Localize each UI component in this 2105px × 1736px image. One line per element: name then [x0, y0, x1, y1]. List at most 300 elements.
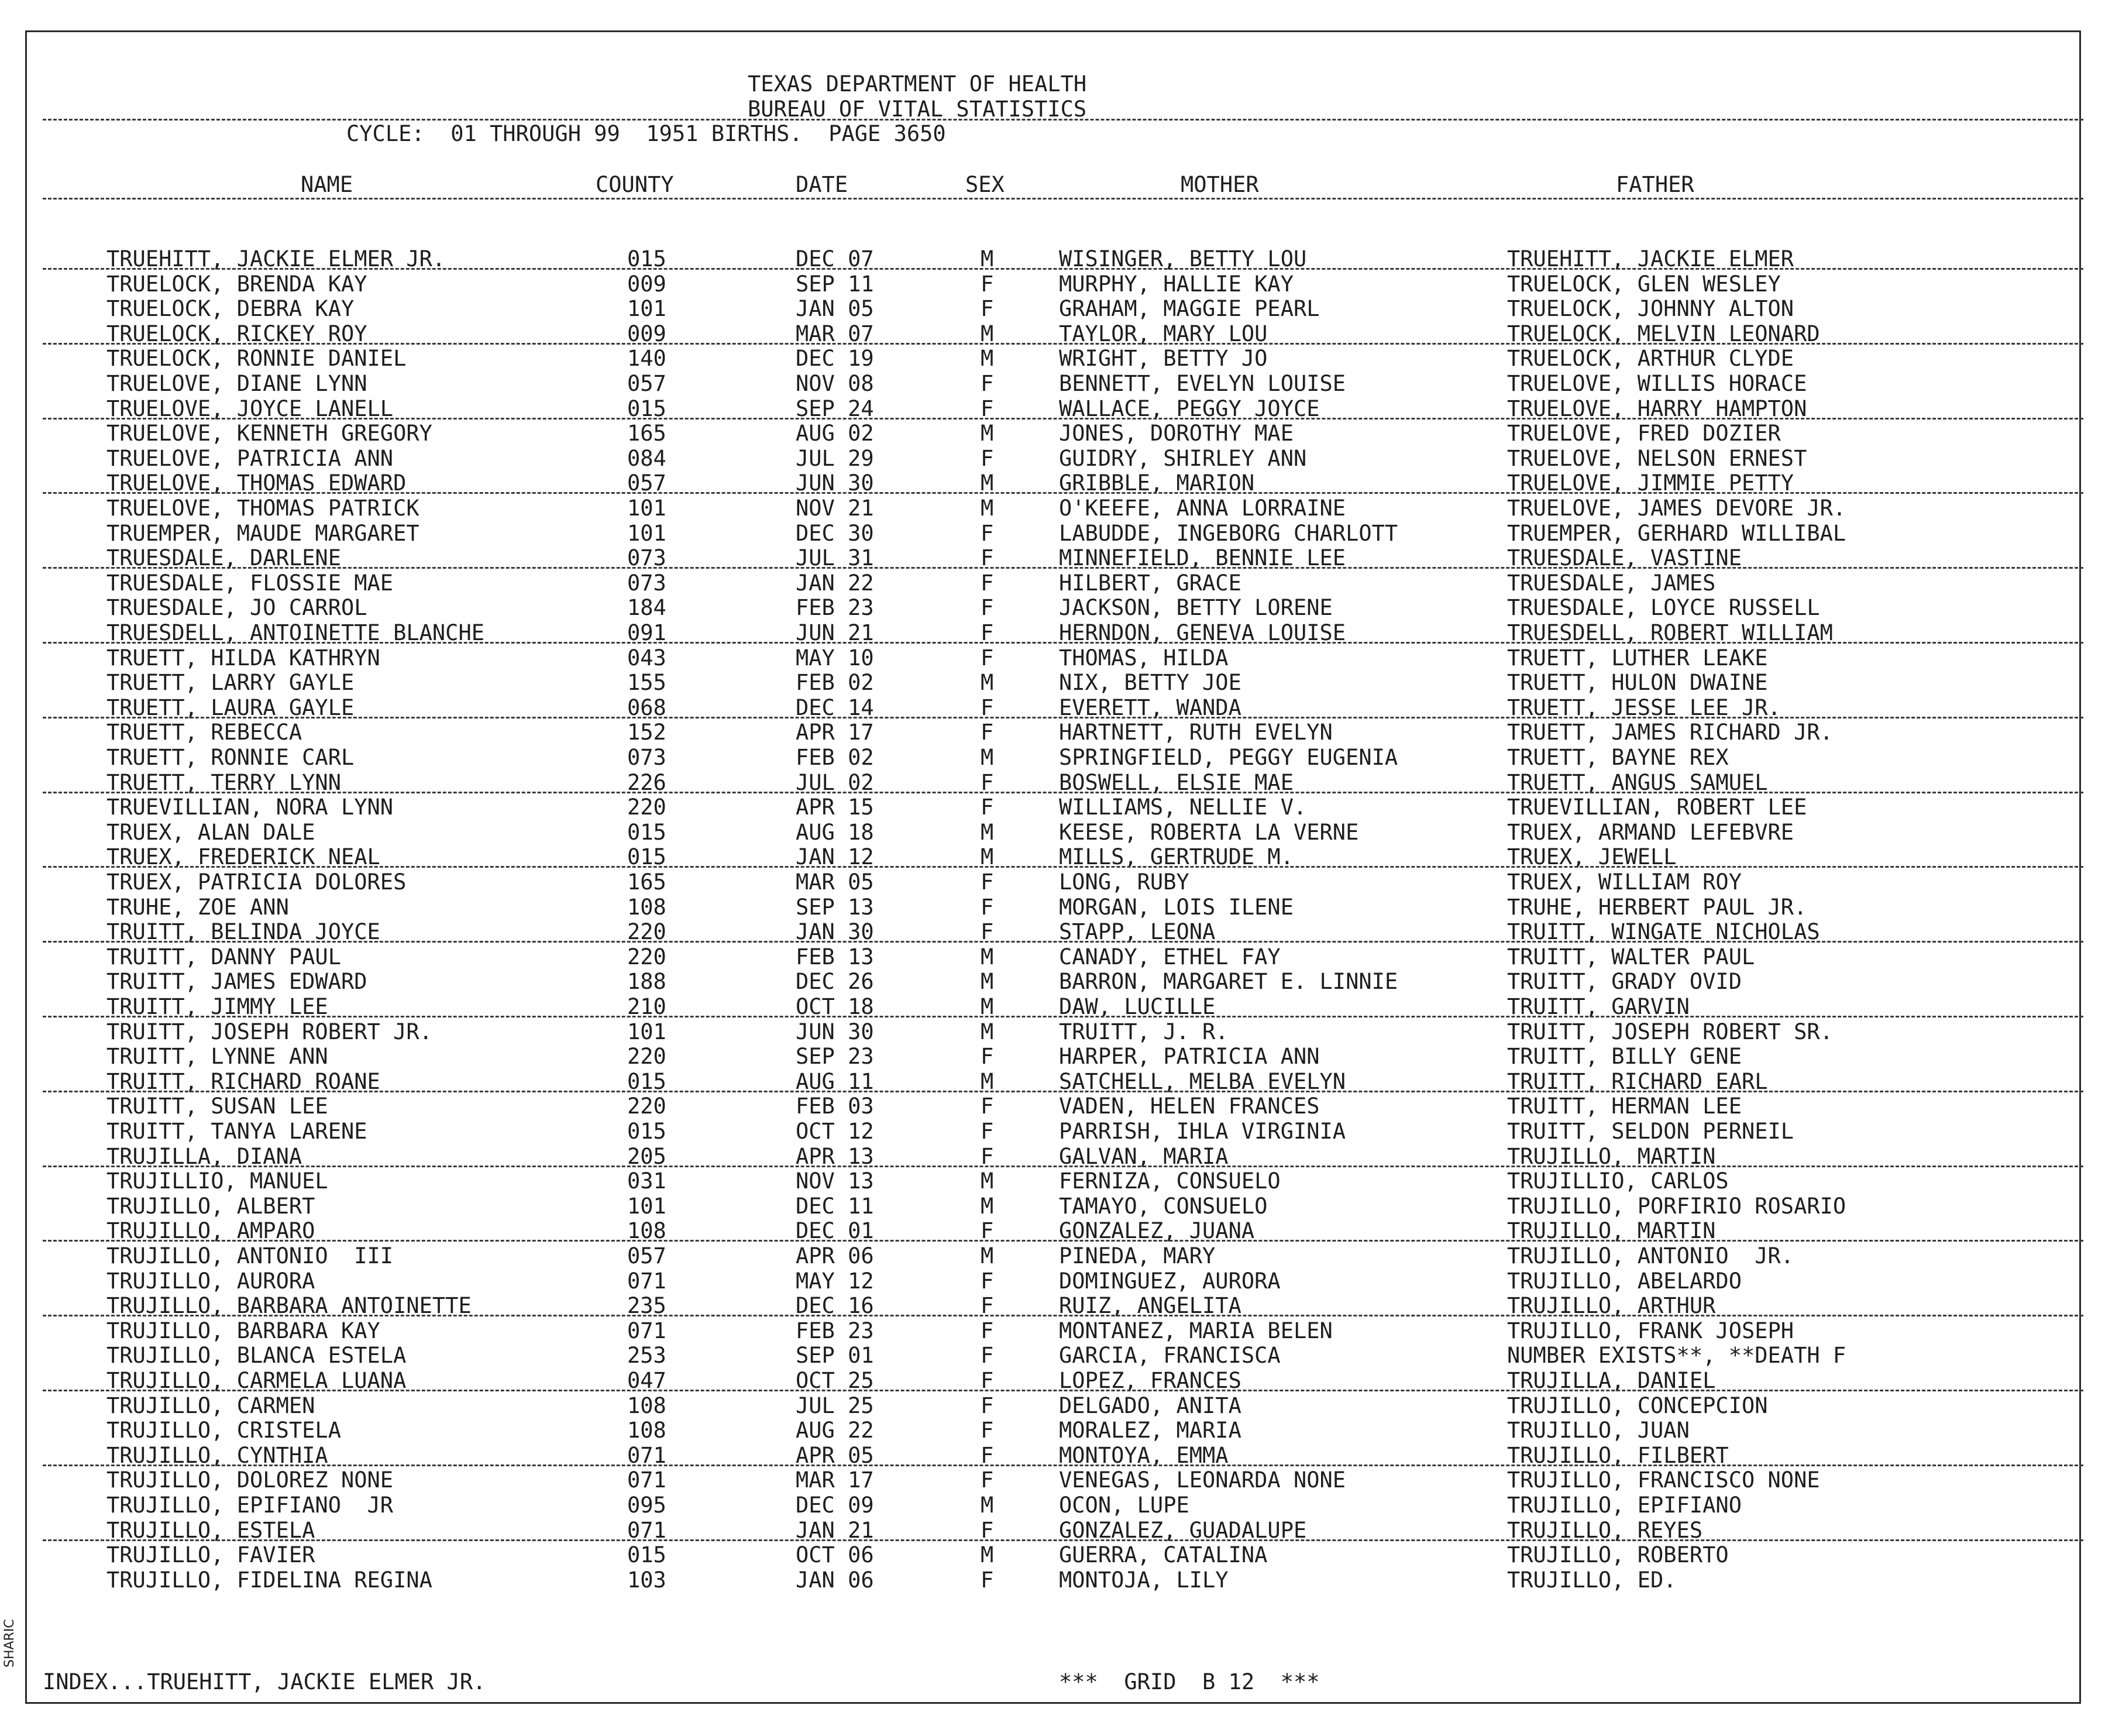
record-date: FEB 03	[796, 1094, 874, 1119]
record-name: TRUJILLO, ALBERT	[106, 1193, 315, 1219]
record-sex: F	[981, 1119, 994, 1144]
record-sex: F	[981, 570, 994, 596]
record-sex: M	[981, 944, 994, 970]
record-father: TRUESDALE, JAMES	[1507, 570, 1716, 596]
footer-grid: *** GRID B 12 ***	[1059, 1669, 1320, 1694]
record-name: TRUJILLO, BARBARA ANTOINETTE	[106, 1293, 472, 1319]
record-mother: THOMAS, HILDA	[1059, 645, 1229, 671]
record-mother: MORALEZ, MARIA	[1059, 1418, 1241, 1443]
record-row	[0, 1169, 2105, 1194]
row-rule	[43, 1166, 2083, 1167]
record-mother: NIX, BETTY JOE	[1059, 670, 1241, 696]
record-date: SEP 01	[796, 1343, 874, 1369]
row-rule	[43, 1315, 2083, 1316]
record-date: OCT 12	[796, 1119, 874, 1144]
record-name: TRUETT, REBECCA	[106, 720, 302, 745]
record-sex: F	[981, 1442, 994, 1468]
record-father: TRUESDALE, VASTINE	[1507, 545, 1742, 571]
record-date: JAN 22	[796, 570, 874, 596]
record-row	[0, 745, 2105, 770]
record-row	[0, 1020, 2105, 1044]
record-sex: M	[981, 819, 994, 845]
record-date: OCT 06	[796, 1542, 874, 1568]
record-father: TRUESDELL, ROBERT WILLIAM	[1507, 620, 1833, 645]
row-rule	[43, 1016, 2083, 1017]
record-date: JUN 30	[796, 1019, 874, 1044]
record-row	[0, 696, 2105, 720]
record-name: TRUJILLO, AURORA	[106, 1268, 315, 1294]
record-date: APR 05	[796, 1442, 874, 1468]
record-name: TRUETT, LARRY GAYLE	[106, 670, 355, 696]
record-row	[0, 1418, 2105, 1443]
record-county: 073	[627, 570, 666, 596]
record-row	[0, 1294, 2105, 1318]
record-county: 165	[627, 421, 666, 446]
record-mother: LONG, RUBY	[1059, 869, 1189, 895]
record-father: TRUELOCK, GLEN WESLEY	[1507, 271, 1781, 297]
row-rule	[43, 1465, 2083, 1466]
record-row	[0, 372, 2105, 396]
record-row	[0, 1269, 2105, 1294]
record-sex: F	[981, 1218, 994, 1244]
record-row	[0, 1244, 2105, 1269]
record-name: TRUITT, SUSAN LEE	[106, 1094, 328, 1119]
record-county: 031	[627, 1168, 666, 1194]
record-father: TRUJILLO, MARTIN	[1507, 1143, 1716, 1169]
row-rule	[43, 567, 2083, 569]
record-county: 184	[627, 595, 666, 621]
record-row	[0, 596, 2105, 620]
record-mother: GONZALEZ, GUADALUPE	[1059, 1517, 1307, 1543]
record-county: 155	[627, 670, 666, 696]
record-row	[0, 446, 2105, 471]
record-name: TRUJILLO, AMPARO	[106, 1218, 315, 1244]
record-county: 015	[627, 819, 666, 845]
column-date-header: DATE	[796, 172, 848, 197]
record-name: TRUELOVE, PATRICIA ANN	[106, 445, 394, 471]
column-father-header: FATHER	[1616, 172, 1694, 197]
record-county: 057	[627, 470, 666, 496]
record-county: 071	[627, 1442, 666, 1468]
record-date: JUN 30	[796, 470, 874, 496]
record-county: 235	[627, 1293, 666, 1319]
record-name: TRUITT, DANNY PAUL	[106, 944, 341, 970]
record-mother: CANADY, ETHEL FAY	[1059, 944, 1281, 970]
record-father: TRUITT, GARVIN	[1507, 994, 1690, 1019]
row-rule	[43, 268, 2083, 270]
record-mother: TRUITT, J. R.	[1059, 1019, 1229, 1044]
record-name: TRUELOCK, DEBRA KAY	[106, 296, 355, 322]
record-county: 043	[627, 645, 666, 671]
record-father: TRUEX, ARMAND LEFEBVRE	[1507, 819, 1794, 845]
record-county: 210	[627, 994, 666, 1019]
record-county: 015	[627, 1068, 666, 1094]
record-date: APR 17	[796, 720, 874, 745]
record-date: DEC 30	[796, 520, 874, 546]
record-name: TRUELOVE, JOYCE LANELL	[106, 396, 394, 421]
record-sex: F	[981, 1268, 994, 1294]
record-county: 220	[627, 1094, 666, 1119]
record-mother: RUIZ, ANGELITA	[1059, 1293, 1241, 1319]
record-father: TRUITT, SELDON PERNEIL	[1507, 1119, 1794, 1144]
record-name: TRUITT, LYNNE ANN	[106, 1044, 328, 1070]
record-sex: M	[981, 745, 994, 770]
record-county: 071	[627, 1268, 666, 1294]
record-row	[0, 1194, 2105, 1219]
record-date: DEC 11	[796, 1193, 874, 1219]
record-sex: F	[981, 1143, 994, 1169]
record-date: APR 13	[796, 1143, 874, 1169]
record-date: DEC 07	[796, 246, 874, 271]
record-father: TRUELOVE, JAMES DEVORE JR.	[1507, 496, 1846, 521]
record-county: 108	[627, 1418, 666, 1443]
record-county: 015	[627, 1542, 666, 1568]
record-mother: DELGADO, ANITA	[1059, 1393, 1241, 1418]
record-date: SEP 13	[796, 894, 874, 920]
record-date: DEC 19	[796, 346, 874, 372]
record-date: JAN 30	[796, 919, 874, 945]
record-sex: F	[981, 795, 994, 820]
record-row	[0, 471, 2105, 496]
record-date: JUN 21	[796, 620, 874, 645]
record-name: TRUESDALE, FLOSSIE MAE	[106, 570, 394, 596]
record-mother: PARRISH, IHLA VIRGINIA	[1059, 1119, 1346, 1144]
record-county: 253	[627, 1343, 666, 1369]
record-row	[0, 720, 2105, 745]
record-row	[0, 546, 2105, 570]
record-father: TRUJILLA, DANIEL	[1507, 1368, 1716, 1393]
record-name: TRUITT, BELINDA JOYCE	[106, 919, 380, 945]
record-name: TRUEHITT, JACKIE ELMER JR.	[106, 246, 446, 271]
record-mother: GRAHAM, MAGGIE PEARL	[1059, 296, 1320, 322]
record-date: JUL 29	[796, 445, 874, 471]
record-sex: F	[981, 271, 994, 297]
record-name: TRUJILLO, FAVIER	[106, 1542, 315, 1568]
record-mother: EVERETT, WANDA	[1059, 695, 1241, 720]
record-sex: M	[981, 1193, 994, 1219]
record-sex: F	[981, 1318, 994, 1343]
record-father: TRUITT, BILLY GENE	[1507, 1044, 1742, 1070]
record-name: TRUETT, LAURA GAYLE	[106, 695, 355, 720]
record-sex: F	[981, 595, 994, 621]
record-name: TRUJILLO, ANTONIO III	[106, 1243, 394, 1269]
record-county: 220	[627, 919, 666, 945]
record-father: TRUEVILLIAN, ROBERT LEE	[1507, 795, 1807, 820]
record-name: TRUEX, FREDERICK NEAL	[106, 844, 380, 870]
record-mother: MINNEFIELD, BENNIE LEE	[1059, 545, 1346, 571]
record-mother: JACKSON, BETTY LORENE	[1059, 595, 1333, 621]
record-county: 095	[627, 1493, 666, 1518]
record-row	[0, 247, 2105, 271]
row-rule	[43, 642, 2083, 644]
record-date: SEP 11	[796, 271, 874, 297]
record-sex: M	[981, 1168, 994, 1194]
record-row	[0, 771, 2105, 795]
record-sex: M	[981, 1019, 994, 1044]
record-name: TRUESDALE, JO CARROL	[106, 595, 367, 621]
record-father: TRUELOVE, JIMMIE PETTY	[1507, 470, 1794, 496]
record-row	[0, 920, 2105, 944]
column-mother-header: MOTHER	[1181, 172, 1259, 197]
record-county: 009	[627, 271, 666, 297]
record-name: TRUITT, JIMMY LEE	[106, 994, 328, 1019]
record-row	[0, 1094, 2105, 1119]
record-sex: F	[981, 1418, 994, 1443]
record-mother: GRIBBLE, MARION	[1059, 470, 1255, 496]
record-name: TRUJILLO, DOLOREZ NONE	[106, 1467, 394, 1493]
record-row	[0, 346, 2105, 371]
record-sex: F	[981, 769, 994, 795]
record-row	[0, 1343, 2105, 1368]
record-date: SEP 24	[796, 396, 874, 421]
record-father: TRUETT, JAMES RICHARD JR.	[1507, 720, 1833, 745]
record-date: FEB 23	[796, 1318, 874, 1343]
record-name: TRUELOVE, KENNETH GREGORY	[106, 421, 432, 446]
record-row	[0, 272, 2105, 297]
record-row	[0, 1568, 2105, 1593]
record-name: TRUITT, JOSEPH ROBERT JR.	[106, 1019, 432, 1044]
record-name: TRUHE, ZOE ANN	[106, 894, 289, 920]
record-father: TRUELOCK, ARTHUR CLYDE	[1507, 346, 1794, 372]
header-bureau: BUREAU OF VITAL STATISTICS	[748, 97, 1087, 122]
record-mother: MORGAN, LOIS ILENE	[1059, 894, 1294, 920]
record-date: JAN 12	[796, 844, 874, 870]
record-name: TRUITT, JAMES EDWARD	[106, 969, 367, 995]
record-date: JUL 25	[796, 1393, 874, 1418]
record-father: TRUHE, HERBERT PAUL JR.	[1507, 894, 1807, 920]
record-sex: M	[981, 969, 994, 995]
record-date: DEC 26	[796, 969, 874, 995]
record-name: TRUELOVE, THOMAS EDWARD	[106, 470, 407, 496]
record-mother: O'KEEFE, ANNA LORRAINE	[1059, 496, 1346, 521]
row-rule	[43, 1240, 2083, 1242]
record-date: JAN 06	[796, 1567, 874, 1593]
record-sex: M	[981, 844, 994, 870]
record-name: TRUESDALE, DARLENE	[106, 545, 341, 571]
record-row	[0, 1144, 2105, 1169]
record-name: TRUJILLO, FIDELINA REGINA	[106, 1567, 432, 1593]
record-sex: F	[981, 520, 994, 546]
record-father: TRUJILLO, ANTONIO JR.	[1507, 1243, 1794, 1269]
record-mother: MILLS, GERTRUDE M.	[1059, 844, 1294, 870]
record-sex: F	[981, 1467, 994, 1493]
record-county: 015	[627, 246, 666, 271]
record-row	[0, 1468, 2105, 1493]
record-row	[0, 945, 2105, 970]
record-row	[0, 1518, 2105, 1543]
record-row	[0, 1070, 2105, 1094]
record-sex: F	[981, 869, 994, 895]
row-rule	[43, 866, 2083, 868]
record-mother: HARPER, PATRICIA ANN	[1059, 1044, 1320, 1070]
column-sex-header: SEX	[965, 172, 1005, 197]
record-mother: MURPHY, HALLIE KAY	[1059, 271, 1294, 297]
record-county: 091	[627, 620, 666, 645]
record-father: TRUEHITT, JACKIE ELMER	[1507, 246, 1794, 271]
record-row	[0, 322, 2105, 346]
record-county: 101	[627, 496, 666, 521]
record-father: TRUITT, JOSEPH ROBERT SR.	[1507, 1019, 1833, 1044]
record-father: TRUITT, GRADY OVID	[1507, 969, 1742, 995]
record-county: 009	[627, 321, 666, 346]
record-father: TRUITT, HERMAN LEE	[1507, 1094, 1742, 1119]
record-county: 084	[627, 445, 666, 471]
record-date: OCT 18	[796, 994, 874, 1019]
record-county: 188	[627, 969, 666, 995]
record-father: TRUELOVE, WILLIS HORACE	[1507, 371, 1807, 396]
record-name: TRUELOCK, RICKEY ROY	[106, 321, 367, 346]
record-county: 101	[627, 1019, 666, 1044]
record-county: 101	[627, 1193, 666, 1219]
header-cycle: CYCLE: 01 THROUGH 99 1951 BIRTHS. PAGE 3650	[346, 121, 946, 146]
record-father: TRUEX, WILLIAM ROY	[1507, 869, 1742, 895]
record-date: AUG 18	[796, 819, 874, 845]
record-sex: M	[981, 1068, 994, 1094]
record-name: TRUETT, TERRY LYNN	[106, 769, 341, 795]
record-sex: M	[981, 421, 994, 446]
record-county: 047	[627, 1368, 666, 1393]
record-county: 108	[627, 1393, 666, 1418]
record-mother: SPRINGFIELD, PEGGY EUGENIA	[1059, 745, 1398, 770]
record-date: FEB 02	[796, 670, 874, 696]
record-row	[0, 795, 2105, 820]
record-mother: PINEDA, MARY	[1059, 1243, 1216, 1269]
record-sex: M	[981, 470, 994, 496]
record-row	[0, 1119, 2105, 1144]
record-date: APR 15	[796, 795, 874, 820]
record-row	[0, 1493, 2105, 1518]
record-row	[0, 820, 2105, 845]
record-mother: LABUDDE, INGEBORG CHARLOTT	[1059, 520, 1398, 546]
record-sex: F	[981, 1393, 994, 1418]
record-date: DEC 16	[796, 1293, 874, 1319]
record-name: TRUELOVE, DIANE LYNN	[106, 371, 367, 396]
record-father: TRUEMPER, GERHARD WILLIBAL	[1507, 520, 1846, 546]
record-mother: GUIDRY, SHIRLEY ANN	[1059, 445, 1307, 471]
record-father: TRUJILLO, FRANK JOSEPH	[1507, 1318, 1794, 1343]
row-rule	[43, 792, 2083, 793]
record-name: TRUJILLIO, MANUEL	[106, 1168, 328, 1194]
record-county: 165	[627, 869, 666, 895]
record-date: JAN 21	[796, 1517, 874, 1543]
record-county: 220	[627, 1044, 666, 1070]
record-mother: FERNIZA, CONSUELO	[1059, 1168, 1281, 1194]
record-sex: F	[981, 1343, 994, 1369]
record-date: NOV 08	[796, 371, 874, 396]
record-name: TRUELOCK, BRENDA KAY	[106, 271, 367, 297]
record-row	[0, 671, 2105, 695]
record-father: TRUITT, WALTER PAUL	[1507, 944, 1755, 970]
record-name: TRUJILLO, CYNTHIA	[106, 1442, 328, 1468]
record-date: FEB 02	[796, 745, 874, 770]
record-name: TRUJILLO, BARBARA KAY	[106, 1318, 380, 1343]
record-county: 103	[627, 1567, 666, 1593]
record-row	[0, 1369, 2105, 1393]
record-county: 071	[627, 1517, 666, 1543]
row-rule	[43, 492, 2083, 494]
record-father: TRUJILLO, ARTHUR	[1507, 1293, 1716, 1319]
row-rule	[43, 418, 2083, 420]
record-father: TRUJILLO, ED.	[1507, 1567, 1677, 1593]
record-sex: F	[981, 396, 994, 421]
record-father: TRUJILLO, MARTIN	[1507, 1218, 1716, 1244]
record-county: 068	[627, 695, 666, 720]
row-rule	[43, 1539, 2083, 1541]
record-date: NOV 13	[796, 1168, 874, 1194]
record-name: TRUJILLO, ESTELA	[106, 1517, 315, 1543]
record-mother: LOPEZ, FRANCES	[1059, 1368, 1241, 1393]
record-county: 073	[627, 745, 666, 770]
record-mother: WRIGHT, BETTY JO	[1059, 346, 1268, 372]
record-mother: DOMINGUEZ, AURORA	[1059, 1268, 1281, 1294]
record-county: 015	[627, 844, 666, 870]
record-mother: MONTANEZ, MARIA BELEN	[1059, 1318, 1333, 1343]
record-father: TRUELOVE, HARRY HAMPTON	[1507, 396, 1807, 421]
record-row	[0, 646, 2105, 671]
record-name: TRUJILLO, CRISTELA	[106, 1418, 341, 1443]
record-mother: KEESE, ROBERTA LA VERNE	[1059, 819, 1359, 845]
record-mother: WALLACE, PEGGY JOYCE	[1059, 396, 1320, 421]
record-sex: M	[981, 346, 994, 372]
record-name: TRUETT, HILDA KATHRYN	[106, 645, 380, 671]
record-father: TRUJILLO, REYES	[1507, 1517, 1703, 1543]
record-father: TRUETT, ANGUS SAMUEL	[1507, 769, 1768, 795]
side-label: SHARIC	[2, 1619, 17, 1668]
record-name: TRUELOCK, RONNIE DANIEL	[106, 346, 407, 372]
record-mother: GALVAN, MARIA	[1059, 1143, 1229, 1169]
record-father: TRUELOVE, NELSON ERNEST	[1507, 445, 1807, 471]
record-county: 140	[627, 346, 666, 372]
record-row	[0, 895, 2105, 920]
record-row	[0, 621, 2105, 645]
column-county-header: COUNTY	[596, 172, 674, 197]
record-mother: TAYLOR, MARY LOU	[1059, 321, 1268, 346]
record-sex: F	[981, 371, 994, 396]
record-county: 073	[627, 545, 666, 571]
record-date: OCT 25	[796, 1368, 874, 1393]
record-sex: M	[981, 246, 994, 271]
record-father: TRUJILLIO, CARLOS	[1507, 1168, 1729, 1194]
record-mother: WILLIAMS, NELLIE V.	[1059, 795, 1307, 820]
record-father: TRUITT, WINGATE NICHOLAS	[1507, 919, 1820, 945]
record-mother: WISINGER, BETTY LOU	[1059, 246, 1307, 271]
record-date: FEB 23	[796, 595, 874, 621]
record-name: TRUJILLA, DIANA	[106, 1143, 302, 1169]
record-mother: OCON, LUPE	[1059, 1493, 1189, 1518]
record-sex: M	[981, 321, 994, 346]
record-mother: HILBERT, GRACE	[1059, 570, 1241, 596]
record-sex: M	[981, 994, 994, 1019]
record-row	[0, 397, 2105, 421]
record-county: 101	[627, 296, 666, 322]
record-date: MAR 05	[796, 869, 874, 895]
record-name: TRUJILLO, EPIFIANO JR	[106, 1493, 394, 1518]
record-father: TRUJILLO, FILBERT	[1507, 1442, 1729, 1468]
record-name: TRUEX, PATRICIA DOLORES	[106, 869, 407, 895]
record-row	[0, 297, 2105, 321]
record-date: JUL 31	[796, 545, 874, 571]
record-mother: MONTOJA, LILY	[1059, 1567, 1229, 1593]
row-rule	[43, 1390, 2083, 1391]
record-mother: BENNETT, EVELYN LOUISE	[1059, 371, 1346, 396]
record-father: TRUJILLO, EPIFIANO	[1507, 1493, 1742, 1518]
record-row	[0, 571, 2105, 596]
record-mother: HERNDON, GENEVA LOUISE	[1059, 620, 1346, 645]
record-sex: F	[981, 645, 994, 671]
record-mother: VENEGAS, LEONARDA NONE	[1059, 1467, 1346, 1493]
record-father: TRUJILLO, ROBERTO	[1507, 1542, 1729, 1568]
record-mother: GONZALEZ, JUANA	[1059, 1218, 1255, 1244]
